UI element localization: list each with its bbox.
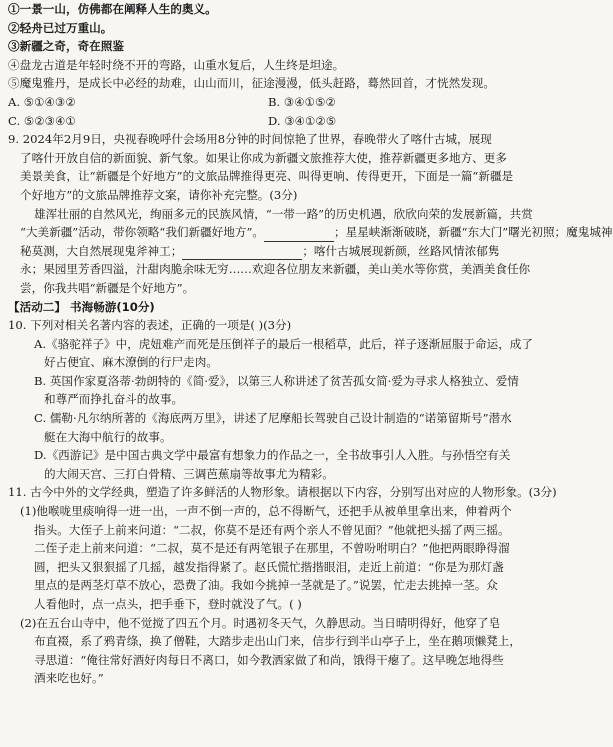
q10-c-1[interactable]: C. 儒勒·凡尔纳所著的《海底两万里》，讲述了尼摩船长驾驶自己设计制造的“诺第留斯号”潜水 [34,411,512,426]
q10-d-2: 的大闹天宫、三打白骨精、三调芭蕉扇等故事尤为精彩。 [44,466,334,481]
exam-page [8,0,613,688]
q11-p1-3: 二侄子走上前来问道：“二叔，莫不是还有两笔银子在那里，不曾吩咐明白？”他把两眼睁得溜 [34,541,510,556]
q9-passage-4-text: 秘莫测，大自然展现鬼斧神工； [20,243,183,258]
q10-b-2: 和尊严而挣扎奋斗的故事。 [44,392,184,407]
q9-line-3: 美景美食，让“新疆是个好地方”的文旅品牌推得更亮、叫得更响、传得更开，下面是一篇“新疆是 [20,169,514,184]
q9-blank-1[interactable] [264,229,334,242]
choice-a[interactable]: A. ⑤①④③② [8,94,76,109]
q10-d-1[interactable]: D.《西游记》是中国古典文学中最富有想象力的作品之一，全书故事引人入胜。与孙悟空有关 [34,448,511,463]
option-item-5: ⑤魔鬼雅丹，是成长中必经的劫难，山山而川，征途漫漫，低头赶路，蓦然回首，才恍然发现。 [8,76,495,91]
q11-p1-1: (1)他喉咙里痰响得一进一出，一声不倒一声的，总不得断气，还把手从被单里拿出来，伸着两个 [20,504,512,519]
q11-p1-4: 圆，把头又狠狠摇了几摇，越发指得紧了。赵氏慌忙揩揩眼泪，走近上前道：“你是为那灯盏 [34,559,504,574]
q11-p2-2: 布直裰，系了鸦青绦，换了僧鞋，大踏步走出山门来，信步行到半山亭子上，坐在鹅项懒凳上， [34,634,521,649]
q11-p1-5: 里点的是两茎灯草不放心，恐费了油。我如今挑掉一茎就是了。”说罢，忙走去挑掉一茎。众 [34,578,498,593]
choice-c[interactable]: C. ⑤②③④① [8,113,76,128]
q9-passage-3 [8,242,560,261]
q9-passage-1: 雄浑壮丽的自然风光，绚丽多元的民族风情，“一带一路”的历史机遇，欣欣向荣的发展新篇，共赏 [34,206,533,221]
choice-row-2 [8,112,560,131]
q9-blank-2[interactable] [182,247,302,260]
q9-passage-2-text: “大美新疆”活动，带你领略“我们新疆好地方”。 [20,225,264,240]
q10-b-1[interactable]: B. 英国作家夏洛蒂·勃朗特的《简·爱》，以第三人称讲述了贫苦孤女简·爱为寻求人格独立、爱情 [34,373,519,388]
q10-a-1[interactable]: A.《骆驼祥子》中，虎妞难产而死是压倒祥子的最后一根稻草，此后，祥子逐渐屈服于命运，成了 [34,336,533,351]
choice-row-1 [8,93,560,112]
q11-p2-4: 酒来吃也好。” [34,671,104,686]
q9-line-1: 9. 2024年2月9日，央视春晚呼什会场用8分钟的时间惊艳了世界，春晚带火了喀什古城，展现 [8,132,492,147]
q9-passage-3-text: ；星星峡渐渐破晓，新疆“东大门”曙光初照；魔鬼城神 [334,225,613,240]
option-item-4: ④盘龙古道是年轻时绕不开的弯路，山重水复后，人生终是坦途。 [8,57,345,72]
q11-p2-1: (2)在五台山寺中，他不觉搅了四五个月。时遇初冬天气，久静思动。当日晴明得好，他穿了皂 [20,615,501,630]
q11-p1-2: 指头。大侄子上前来问道：“二叔，你莫不是还有两个亲人不曾见面？”他就把头摇了两三摇。 [34,522,510,537]
option-item-3: ③新疆之奇，奇在照鉴 [8,39,124,54]
option-item-2: ②轻舟已过万重山。 [8,20,113,35]
q9-passage-2 [8,223,613,242]
q11-p1-6: 人看他时，点一点头，把手垂下，登时就没了气。( ) [34,597,302,611]
q10-a-2: 好占便宜、麻木潦倒的行尸走肉。 [44,355,218,370]
option-item-1: ①一景一山，仿佛都在阐释人生的奥义。 [8,2,217,16]
q9-line-2: 了喀什开放自信的新面貌、新气象。如果让你成为新疆文旅推荐大使，推荐新疆更多地方、更多 [20,150,507,165]
q10-stem: 10. 下列对相关名著内容的表述，正确的一项是( )(3分) [8,318,292,333]
q9-passage-4: 永；果园里芳香四溢，汁甜肉脆余味无穷……欢迎各位朋友来新疆，美山美水等你赏，美酒美食任你 [20,262,531,277]
choice-b[interactable]: B. ③④①⑤② [268,94,336,109]
activity-2-title: 【活动二】 书海畅游(10分) [8,299,155,314]
q10-c-2: 艇在大海中航行的故事。 [44,429,172,444]
q11-stem: 11. 古今中外的文学经典，塑造了许多鲜活的人物形象。请根据以下内容，分别写出对应的人物形象。(3分) [8,485,557,500]
q9-line-4: 个好地方”的文旅品牌推荐文案，请你补充完整。(3分) [20,187,298,202]
choice-d[interactable]: D. ③④①②⑤ [268,113,337,128]
q11-p2-3: 寻思道：“俺往常好酒好肉每日不离口，如今教洒家做了和尚，饿得干瘪了。这早晚怎地得些 [34,652,504,667]
q9-passage-5: 尝，你我共唱“新疆是个好地方”。 [20,280,195,295]
q9-passage-5-text: ；喀什古城展现新颜，丝路风情浓郁隽 [302,243,500,258]
